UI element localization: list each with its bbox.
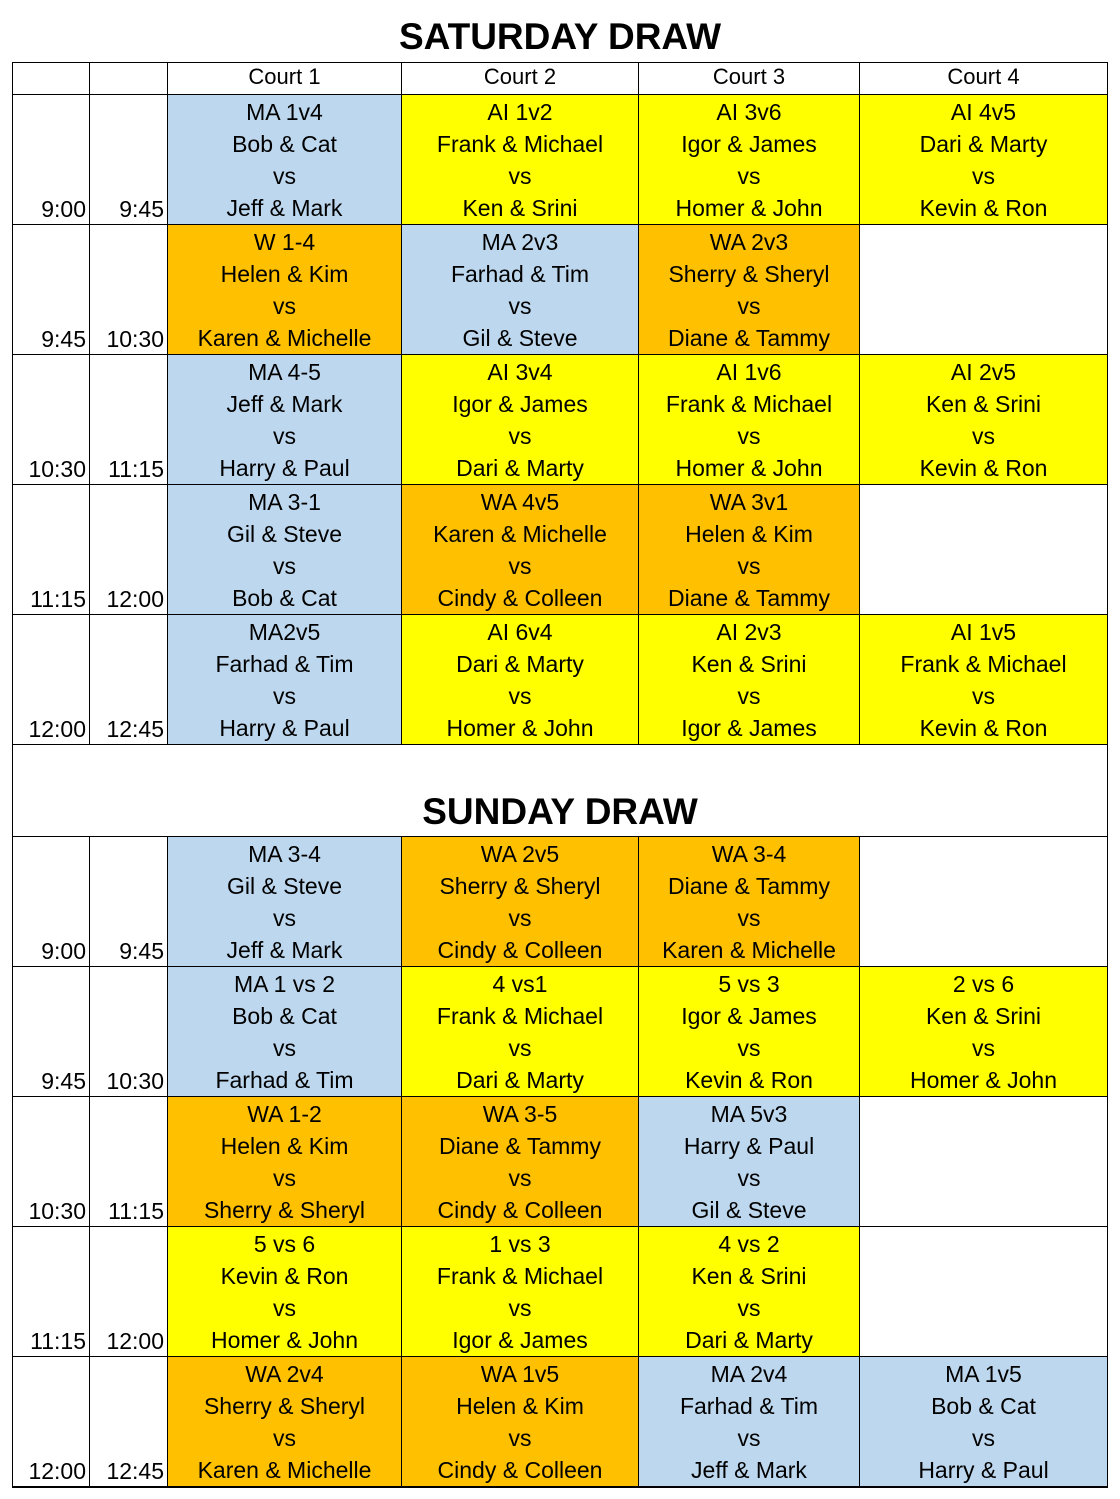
start-time [12,967,90,1097]
match-cell [860,967,1108,1097]
versus-label: vs [737,1035,761,1061]
team-two: Homer & John [210,1327,358,1353]
court-header [639,62,860,95]
versus-label: vs [737,1295,761,1321]
team-two: Ken & Srini [462,195,578,221]
team-one: Igor & James [452,391,588,417]
empty-cell [860,1097,1108,1227]
team-one: Ken & Srini [925,391,1042,417]
versus-label: vs [273,905,296,931]
team-one: Helen & Kim [685,521,813,547]
end-time [90,967,168,1097]
match-label: 1 vs 3 [489,1231,551,1257]
versus-label: vs [273,163,296,189]
start-time [12,355,90,485]
start-time-label: 9:00 [41,196,86,222]
match-label: 4 vs1 [492,971,548,997]
versus-label: vs [508,683,532,709]
end-time-label: 10:30 [106,326,164,352]
team-one: Farhad & Tim [450,261,590,287]
versus-label: vs [508,1295,532,1321]
team-one: Igor & James [681,1003,817,1029]
versus-label: vs [972,683,995,709]
match-cell [402,1357,639,1487]
versus-label: vs [737,683,761,709]
match-cell [168,967,402,1097]
match-cell [168,225,402,355]
start-time [12,837,90,967]
match-label: MA 2v4 [710,1361,788,1387]
start-time-label: 10:30 [28,1198,86,1224]
versus-label: vs [273,1035,296,1061]
start-time-label: 9:45 [41,326,86,352]
team-one: Frank & Michael [665,391,833,417]
match-label: WA 3-5 [482,1101,558,1127]
versus-label: vs [273,553,296,579]
team-two: Kevin & Ron [919,195,1048,221]
end-time [90,1357,168,1487]
versus-label: vs [972,1425,995,1451]
team-two: Bob & Cat [232,585,337,611]
team-two: Dari & Marty [685,1327,813,1353]
versus-label: vs [273,683,296,709]
team-two: Harry & Paul [918,1457,1049,1483]
team-one: Sherry & Sheryl [439,873,601,899]
team-one: Helen & Kim [220,261,349,287]
match-label: AI 6v4 [487,619,553,645]
court-header-label: Court 3 [712,64,786,89]
team-one: Frank & Michael [900,651,1067,677]
match-label: WA 3v1 [709,489,789,515]
team-two: Homer & John [909,1067,1057,1093]
header-start-time [12,62,90,95]
saturday-title: SATURDAY DRAW [398,16,722,57]
match-label: AI 4v5 [950,99,1017,125]
match-cell [860,1357,1108,1487]
match-label: WA 2v4 [245,1361,324,1387]
start-time-label: 10:30 [28,456,86,482]
versus-label: vs [737,423,761,449]
empty-cell [860,485,1108,615]
team-one: Jeff & Mark [226,391,343,417]
end-time [90,1097,168,1227]
match-label: WA 1-2 [247,1101,322,1127]
end-time [90,615,168,745]
match-cell [639,1097,860,1227]
versus-label: vs [972,423,995,449]
versus-label: vs [508,423,532,449]
versus-label: vs [972,163,995,189]
versus-label: vs [273,1165,296,1191]
match-label: 2 vs 6 [952,971,1015,997]
end-time-label: 11:15 [108,456,164,482]
match-label: MA 3-4 [248,841,321,867]
court-header [860,62,1108,95]
match-cell [860,355,1108,485]
match-cell [402,225,639,355]
match-label: AI 2v5 [950,359,1017,385]
match-label: MA 5v3 [710,1101,788,1127]
team-one: Igor & James [681,131,817,157]
match-cell [639,95,860,225]
start-time [12,615,90,745]
team-one: Gil & Steve [226,873,343,899]
sunday-title: SUNDAY DRAW [422,791,698,832]
team-two: Homer & John [675,455,823,481]
end-time-label: 12:00 [106,586,164,612]
team-one: Frank & Michael [436,131,604,157]
draw-table [12,62,1108,1488]
team-one: Bob & Cat [232,1003,337,1029]
match-label: AI 1v2 [487,99,553,125]
versus-label: vs [737,1165,761,1191]
team-two: Sherry & Sheryl [203,1197,366,1223]
team-two: Harry & Paul [219,715,350,741]
team-two: Gil & Steve [462,325,578,351]
team-two: Jeff & Mark [226,937,343,963]
team-one: Ken & Srini [691,651,807,677]
versus-label: vs [737,553,761,579]
start-time-label: 12:00 [28,716,86,742]
team-two: Karen & Michelle [662,937,836,963]
match-label: AI 3v4 [487,359,553,385]
team-two: Farhad & Tim [215,1067,354,1093]
match-cell [168,355,402,485]
court-header-label: Court 2 [483,64,557,89]
team-one: Helen & Kim [220,1133,349,1159]
match-label: MA 1v4 [246,99,323,125]
end-time [90,1227,168,1357]
start-time [12,1097,90,1227]
versus-label: vs [737,293,761,319]
end-time [90,95,168,225]
team-one: Bob & Cat [931,1393,1036,1419]
start-time [12,1357,90,1487]
team-one: Farhad & Tim [215,651,354,677]
end-time-label: 9:45 [119,196,164,222]
match-label: AI 1v6 [716,359,782,385]
team-two: Cindy & Colleen [437,585,603,611]
team-two: Homer & John [446,715,594,741]
end-time-label: 10:30 [106,1068,164,1094]
team-one: Kevin & Ron [220,1263,349,1289]
team-two: Cindy & Colleen [437,937,603,963]
match-label: 4 vs 2 [718,1231,780,1257]
versus-label: vs [972,1035,995,1061]
team-one: Harry & Paul [683,1133,815,1159]
empty-cell [860,225,1108,355]
match-label: WA 4v5 [480,489,560,515]
team-one: Frank & Michael [436,1003,604,1029]
start-time [12,1227,90,1357]
match-label: MA 2v3 [481,229,559,255]
end-time-label: 12:45 [106,716,164,742]
team-one: Dari & Marty [919,131,1048,157]
match-label: WA 3-4 [711,841,787,867]
match-label: AI 3v6 [716,99,782,125]
match-cell [639,615,860,745]
match-cell [402,615,639,745]
start-time [12,95,90,225]
team-one: Ken & Srini [925,1003,1042,1029]
team-one: Diane & Tammy [668,873,830,899]
match-cell [639,1227,860,1357]
versus-label: vs [508,1165,532,1191]
match-cell [860,95,1108,225]
end-time-label: 12:45 [106,1458,164,1484]
end-time [90,355,168,485]
match-label: MA 1v5 [945,1361,1022,1387]
team-one: Diane & Tammy [439,1133,601,1159]
start-time-label: 11:15 [30,1328,86,1354]
team-one: Karen & Michelle [433,521,607,547]
empty-cell [860,837,1108,967]
start-time-label: 9:45 [41,1068,86,1094]
match-cell [168,1097,402,1227]
team-two: Cindy & Colleen [437,1457,603,1483]
versus-label: vs [508,905,532,931]
versus-label: vs [508,1035,532,1061]
match-cell [860,615,1108,745]
team-one: Helen & Kim [456,1393,584,1419]
team-two: Karen & Michelle [197,325,372,351]
versus-label: vs [737,163,761,189]
match-cell [639,355,860,485]
team-two: Dari & Marty [456,1067,584,1093]
match-label: 5 vs 6 [253,1231,316,1257]
match-label: WA 1v5 [480,1361,560,1387]
start-time-label: 11:15 [30,586,86,612]
match-label: MA 1 vs 2 [234,971,335,997]
team-two: Igor & James [452,1327,588,1353]
end-time-label: 11:15 [108,1198,164,1224]
team-two: Diane & Tammy [668,585,830,611]
team-two: Gil & Steve [691,1197,807,1223]
match-cell [168,1227,402,1357]
versus-label: vs [273,1425,296,1451]
team-two: Kevin & Ron [685,1067,813,1093]
team-one: Dari & Marty [456,651,584,677]
end-time [90,837,168,967]
match-label: MA 3-1 [248,489,321,515]
team-two: Dari & Marty [456,455,584,481]
match-cell [168,485,402,615]
match-cell [639,1357,860,1487]
start-time-label: 9:00 [41,938,86,964]
team-one: Gil & Steve [226,521,343,547]
end-time [90,225,168,355]
match-cell [402,837,639,967]
team-one: Frank & Michael [436,1263,604,1289]
team-two: Igor & James [681,715,817,741]
team-two: Diane & Tammy [668,325,830,351]
match-cell [402,1097,639,1227]
match-cell [168,95,402,225]
match-cell [639,967,860,1097]
team-two: Cindy & Colleen [437,1197,603,1223]
team-two: Kevin & Ron [919,715,1048,741]
end-time-label: 9:45 [119,938,164,964]
match-label: AI 1v5 [950,619,1017,645]
end-time [90,485,168,615]
match-cell [402,355,639,485]
match-cell [402,1227,639,1357]
versus-label: vs [273,423,296,449]
court-header [168,62,402,95]
team-two: Homer & John [675,195,823,221]
match-label: AI 2v3 [716,619,782,645]
versus-label: vs [508,553,532,579]
match-label: WA 2v3 [709,229,789,255]
team-two: Harry & Paul [219,455,350,481]
team-two: Jeff & Mark [226,195,343,221]
versus-label: vs [273,293,296,319]
team-two: Kevin & Ron [919,455,1048,481]
match-cell [639,225,860,355]
end-time-label: 12:00 [106,1328,164,1354]
versus-label: vs [737,1425,761,1451]
match-cell [168,615,402,745]
team-two: Karen & Michelle [197,1457,372,1483]
match-label: W 1-4 [253,229,316,255]
match-label: 5 vs 3 [718,971,780,997]
empty-cell [860,1227,1108,1357]
versus-label: vs [508,293,532,319]
start-time-label: 12:00 [28,1458,86,1484]
match-cell [639,837,860,967]
court-header-label: Court 4 [947,64,1020,89]
match-cell [168,1357,402,1487]
team-one: Farhad & Tim [679,1393,819,1419]
versus-label: vs [508,163,532,189]
match-cell [168,837,402,967]
match-cell [402,485,639,615]
start-time [12,225,90,355]
match-cell [639,485,860,615]
header-end-time [90,62,168,95]
match-cell [402,95,639,225]
versus-label: vs [273,1295,296,1321]
start-time [12,485,90,615]
match-label: MA 4-5 [248,359,321,385]
versus-label: vs [508,1425,532,1451]
court-header-label: Court 1 [248,64,321,89]
match-label: WA 2v5 [480,841,560,867]
match-label: MA2v5 [248,619,321,645]
match-cell [402,967,639,1097]
team-one: Bob & Cat [232,131,337,157]
versus-label: vs [737,905,761,931]
court-header [402,62,639,95]
team-one: Ken & Srini [691,1263,807,1289]
team-two: Jeff & Mark [691,1457,807,1483]
team-one: Sherry & Sheryl [203,1393,366,1419]
team-one: Sherry & Sheryl [668,261,830,287]
